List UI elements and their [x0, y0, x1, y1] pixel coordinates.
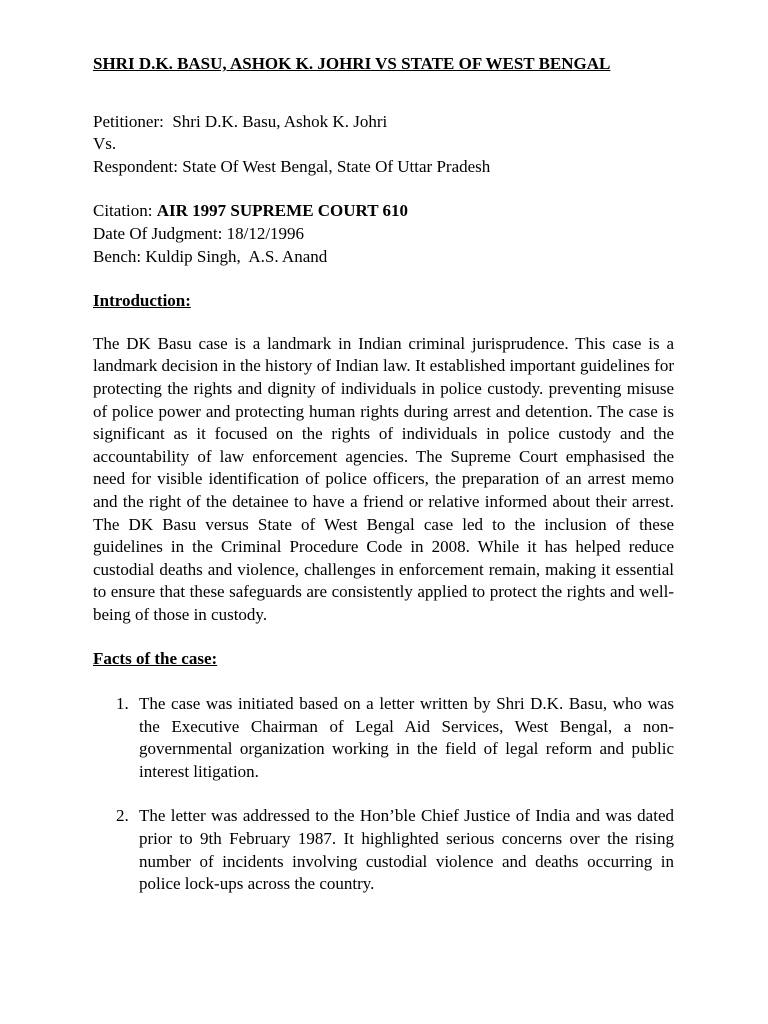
- respondent-line: [93, 156, 674, 179]
- petitioner-value: Shri D.K. Basu, Ashok K. Johri: [172, 111, 388, 131]
- citation-label: Citation:: [93, 201, 153, 221]
- introduction-paragraph: The DK Basu case is a landmark in Indian criminal jurisprudence. This case is a landmark decision in the history of Indian law. It established important guidelines for protecting the rights and dignity of individuals in police custody. preventing misuse of police power and protecting human rights during arrest and detention. The case is significant as it focused on the rights of individuals in police custody and the accountability of law enforcement agencies. The Supreme Court emphasised the need for visible identification of police officers, the preparation of an arrest memo and the right of the detainee to have a friend or relative informed about their arrest. The DK Basu versus State of West Bengal case led to the inclusion of these guidelines in the Criminal Procedure Code in 2008. While it has helped reduce custodial deaths and violence, challenges in enforcement remain, making it essential to ensure that these safeguards are consistently applied to protect the rights and well-being of those in custody.: [93, 333, 674, 624]
- list-item-number: 2.: [116, 806, 129, 826]
- list-item-text: The letter was addressed to the Hon’ble Chief Justice of India and was dated prior to 9th February 1987. It highlighted serious concerns over the rising number of incidents involving custodial violence and deaths occurring in police lock-ups across the country.: [139, 806, 674, 894]
- facts-list: [93, 693, 674, 896]
- parties-block: [93, 111, 674, 179]
- versus-line: Vs.: [93, 134, 117, 154]
- date-line: [93, 223, 674, 246]
- document-page: [93, 53, 674, 918]
- bench-value: Kuldip Singh, A.S. Anand: [145, 246, 328, 266]
- list-item-text: The case was initiated based on a letter written by Shri D.K. Basu, who was the Executive Chairman of Legal Aid Services, West Bengal, a non-governmental organization working in the field of legal reform and public interest litigation.: [139, 694, 674, 781]
- list-item-number: 1.: [116, 694, 129, 714]
- petitioner-label: Petitioner:: [93, 111, 164, 131]
- bench-label: Bench:: [93, 246, 142, 266]
- date-value: 18/12/1996: [226, 223, 305, 243]
- list-item: [93, 805, 674, 895]
- bench-line: [93, 246, 674, 269]
- respondent-value: State Of West Bengal, State Of Uttar Pradesh: [182, 156, 491, 176]
- case-title: SHRI D.K. BASU, ASHOK K. JOHRI VS STATE OF WEST BENGAL: [93, 54, 611, 73]
- petitioner-line: [93, 111, 674, 134]
- citation-line: [93, 200, 674, 223]
- respondent-label: Respondent:: [93, 156, 178, 176]
- list-item: [93, 693, 674, 783]
- introduction-heading: Introduction:: [93, 291, 191, 311]
- citation-value: AIR 1997 SUPREME COURT 610: [156, 201, 409, 221]
- facts-heading: Facts of the case:: [93, 649, 218, 669]
- citation-block: [93, 200, 674, 268]
- date-label: Date Of Judgment:: [93, 223, 223, 243]
